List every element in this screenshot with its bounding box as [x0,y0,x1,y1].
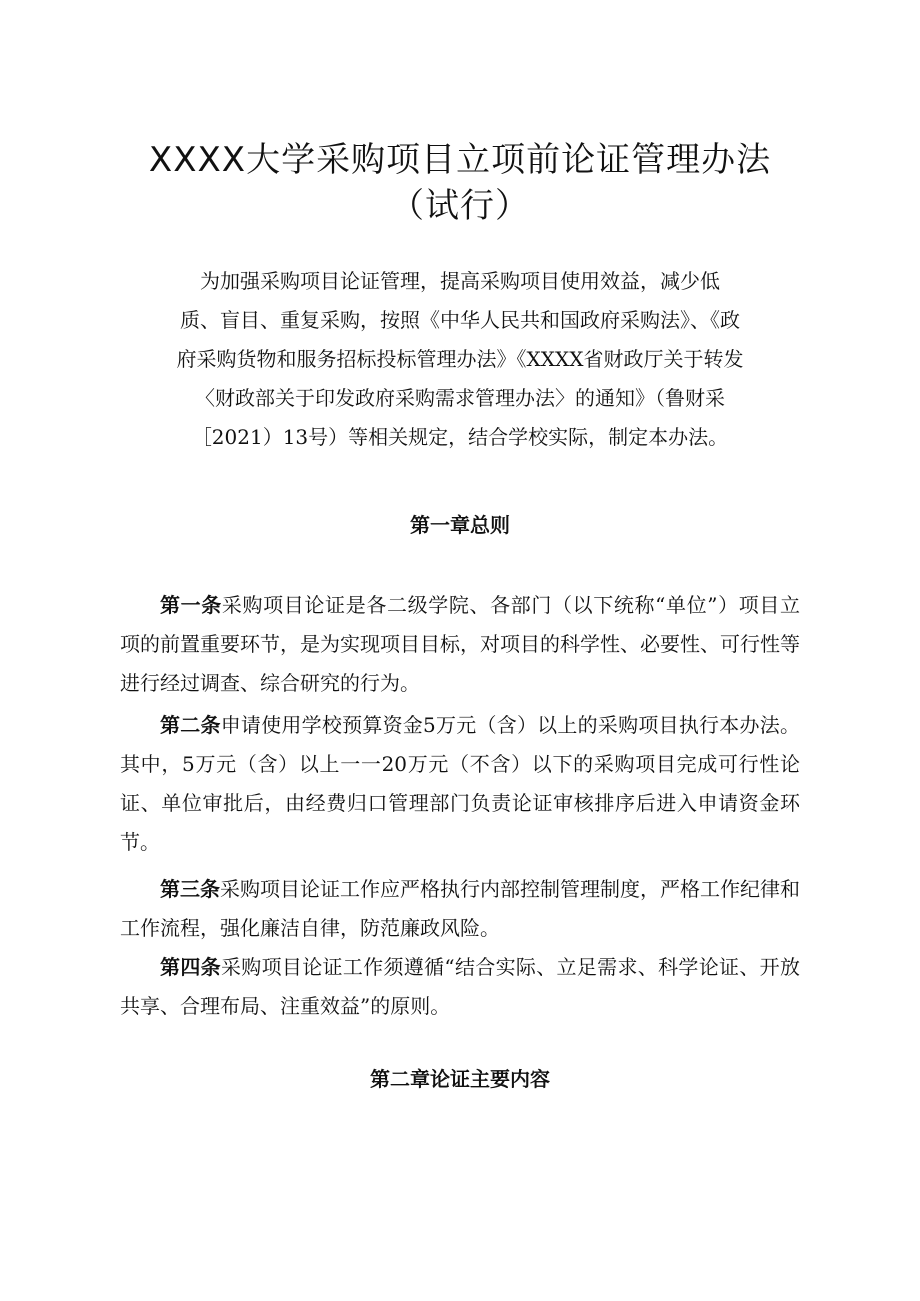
article-label: 第二条 [160,713,221,737]
preamble-line: 为加强采购项目论证管理，提高采购项目使用效益，减少低 [200,269,720,293]
article-text: 申请使用学校预算资金5万元（含）以上的采购项目执行本办法。其中，5万元（含）以上一一20万元（不含）以下的采购项目完成可行性论证、单位审批后，由经费归口管理部门负责论证审核排序后进入申请资金环节。 [120,713,800,854]
chapter-heading-1: 第一章总则 [410,513,510,537]
article-text: 采购项目论证工作应严格执行内部控制管理制度，严格工作纪律和工作流程，强化廉洁自律，防范廉政风险。 [120,877,800,940]
article-4 [120,948,800,1026]
article-label: 第一条 [160,593,222,617]
preamble-line: 质、盲目、重复采购，按照《中华人民共和国政府采购法》、《政 [180,308,740,332]
document-subtitle: （试行） [390,186,530,226]
article-label: 第四条 [160,955,221,979]
chapter-heading-2: 第二章论证主要内容 [370,1067,550,1091]
article-3 [120,870,800,948]
article-1 [120,586,800,703]
preamble-line: ［2021）13号）等相关规定，结合学校实际，制定本办法。 [191,425,729,449]
article-text: 采购项目论证是各二级学院、各部门（以下统称“单位”）项目立项的前置重要环节，是为实现项目目标，对项目的科学性、必要性、可行性等进行经过调查、综合研究的行为。 [120,593,801,695]
article-label: 第三条 [160,877,220,901]
article-2 [120,706,800,862]
preamble [120,262,800,457]
preamble-line: 府采购货物和服务招标投标管理办法》《XXXX省财政厅关于转发 [176,347,744,371]
article-text: 采购项目论证工作须遵循“结合实际、立足需求、科学论证、开放共享、合理布局、注重效益”的原则。 [120,955,800,1018]
preamble-line: 〈财政部关于印发政府采购需求管理办法〉的通知》（鲁财采 [195,386,725,410]
document-title: XXXX大学采购项目立项前论证管理办法 [148,140,772,180]
